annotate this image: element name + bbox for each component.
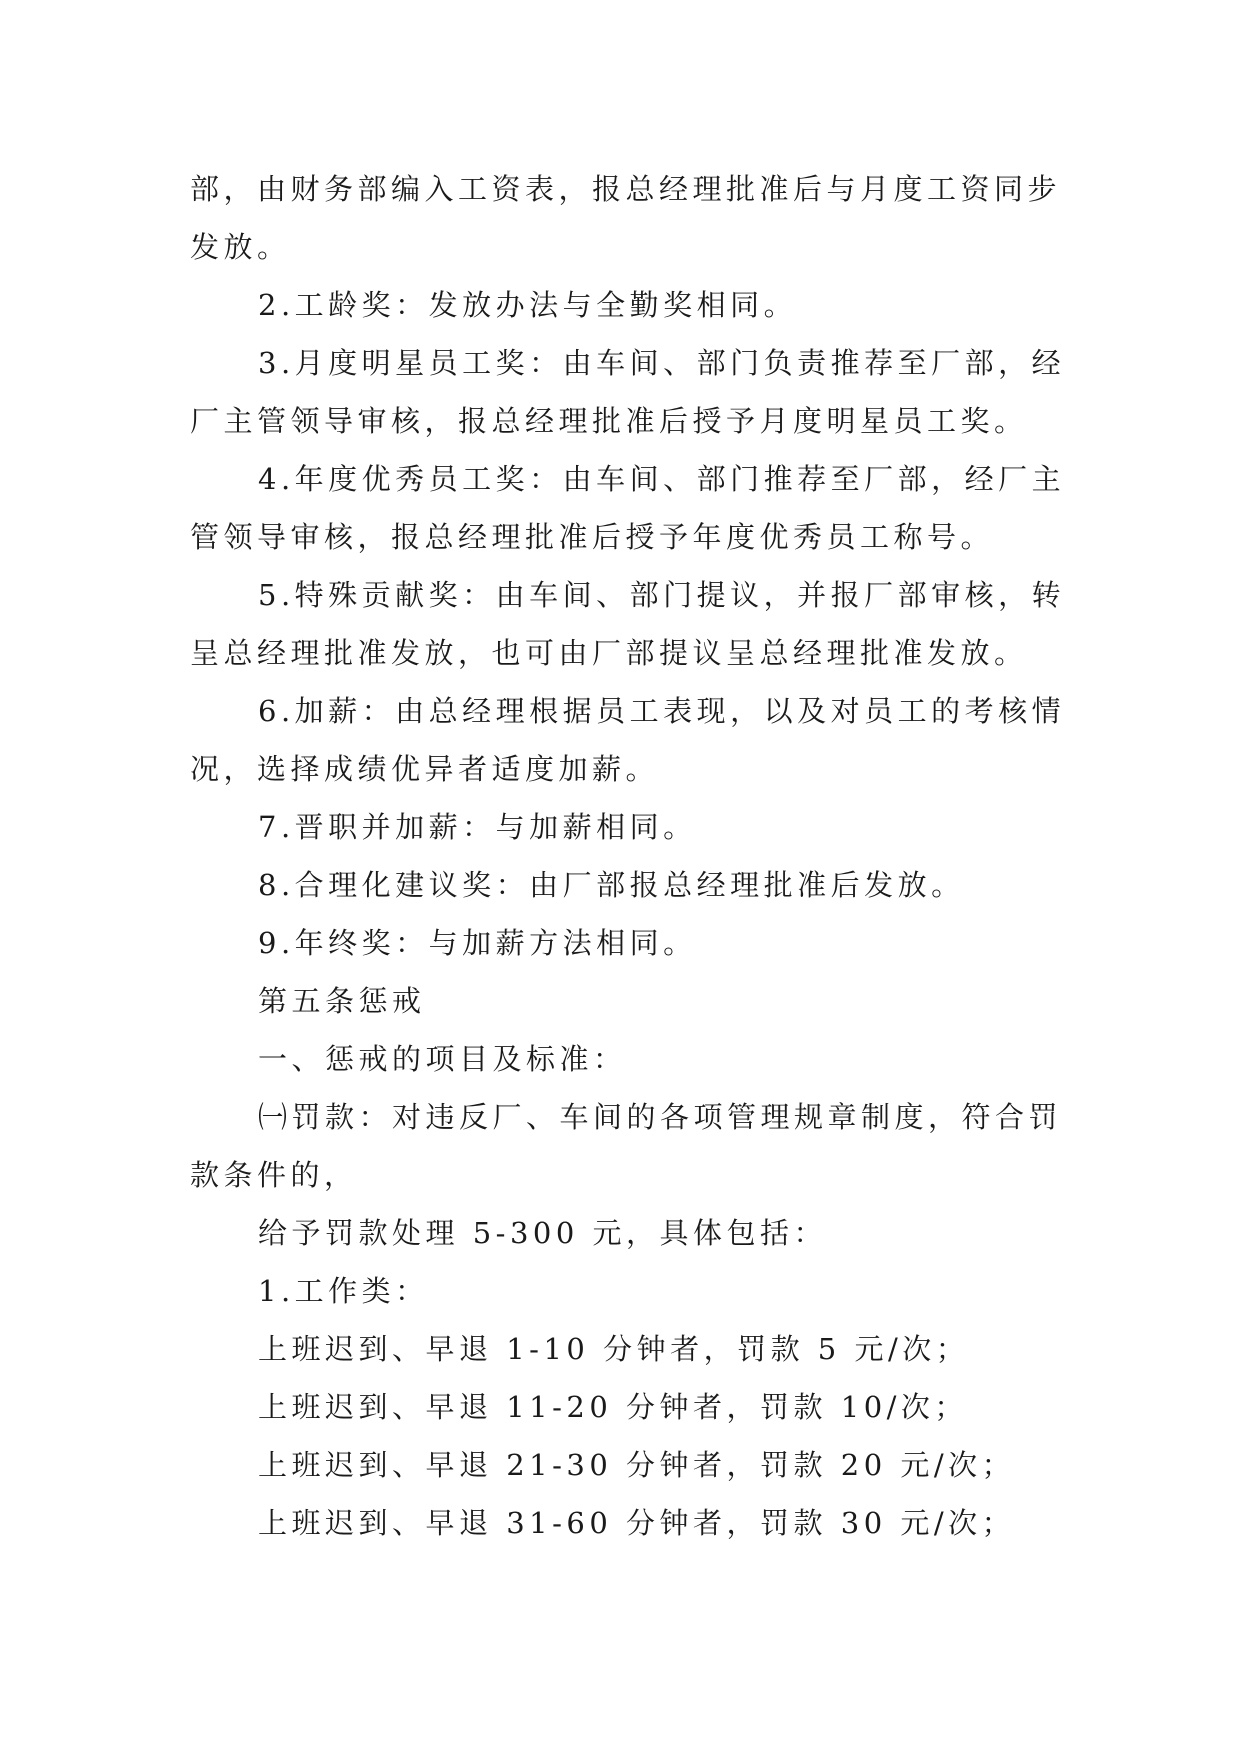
document-body bbox=[190, 160, 1066, 1552]
text-line: 6.加薪：由总经理根据员工表现，以及对员工的考核情 bbox=[258, 694, 1066, 728]
text-line: 上班迟到、早退 31-60 分钟者，罚款 30 元/次； bbox=[258, 1506, 1016, 1540]
text-line: 3.月度明星员工奖：由车间、部门负责推荐至厂部，经 bbox=[258, 346, 1066, 380]
text-line: 给予罚款处理 5-300 元，具体包括： bbox=[258, 1216, 828, 1250]
text-line: 况，选择成绩优异者适度加薪。 bbox=[190, 752, 660, 786]
section-heading: 第五条惩戒 bbox=[258, 984, 426, 1018]
text-line: 管领导审核，报总经理批准后授予年度优秀员工称号。 bbox=[190, 520, 995, 554]
text-line: 5.特殊贡献奖：由车间、部门提议，并报厂部审核，转 bbox=[258, 578, 1066, 612]
text-line: 2.工龄奖：发放办法与全勤奖相同。 bbox=[258, 288, 798, 322]
text-line: 1.工作类： bbox=[258, 1274, 429, 1308]
text-line: 厂主管领导审核，报总经理批准后授予月度明星员工奖。 bbox=[190, 404, 1028, 438]
text-line: 4.年度优秀员工奖：由车间、部门推荐至厂部，经厂主 bbox=[258, 462, 1066, 496]
text-line: 款条件的， bbox=[190, 1158, 358, 1192]
text-line: 9.年终奖：与加薪方法相同。 bbox=[258, 926, 697, 960]
text-line: 7.晋职并加薪：与加薪相同。 bbox=[258, 810, 697, 844]
subsection-heading: 一、惩戒的项目及标准： bbox=[258, 1042, 627, 1076]
text-line: 上班迟到、早退 11-20 分钟者，罚款 10/次； bbox=[258, 1390, 968, 1424]
text-line: ㈠罚款：对违反厂、车间的各项管理规章制度，符合罚 bbox=[258, 1100, 1063, 1134]
text-line: 部，由财务部编入工资表，报总经理批准后与月度工资同步 bbox=[190, 172, 1062, 206]
text-line: 发放。 bbox=[190, 230, 291, 264]
text-line: 上班迟到、早退 1-10 分钟者，罚款 5 元/次； bbox=[258, 1332, 970, 1366]
text-line: 呈总经理批准发放，也可由厂部提议呈总经理批准发放。 bbox=[190, 636, 1028, 670]
text-line: 上班迟到、早退 21-30 分钟者，罚款 20 元/次； bbox=[258, 1448, 1016, 1482]
text-line: 8.合理化建议奖：由厂部报总经理批准后发放。 bbox=[258, 868, 965, 902]
